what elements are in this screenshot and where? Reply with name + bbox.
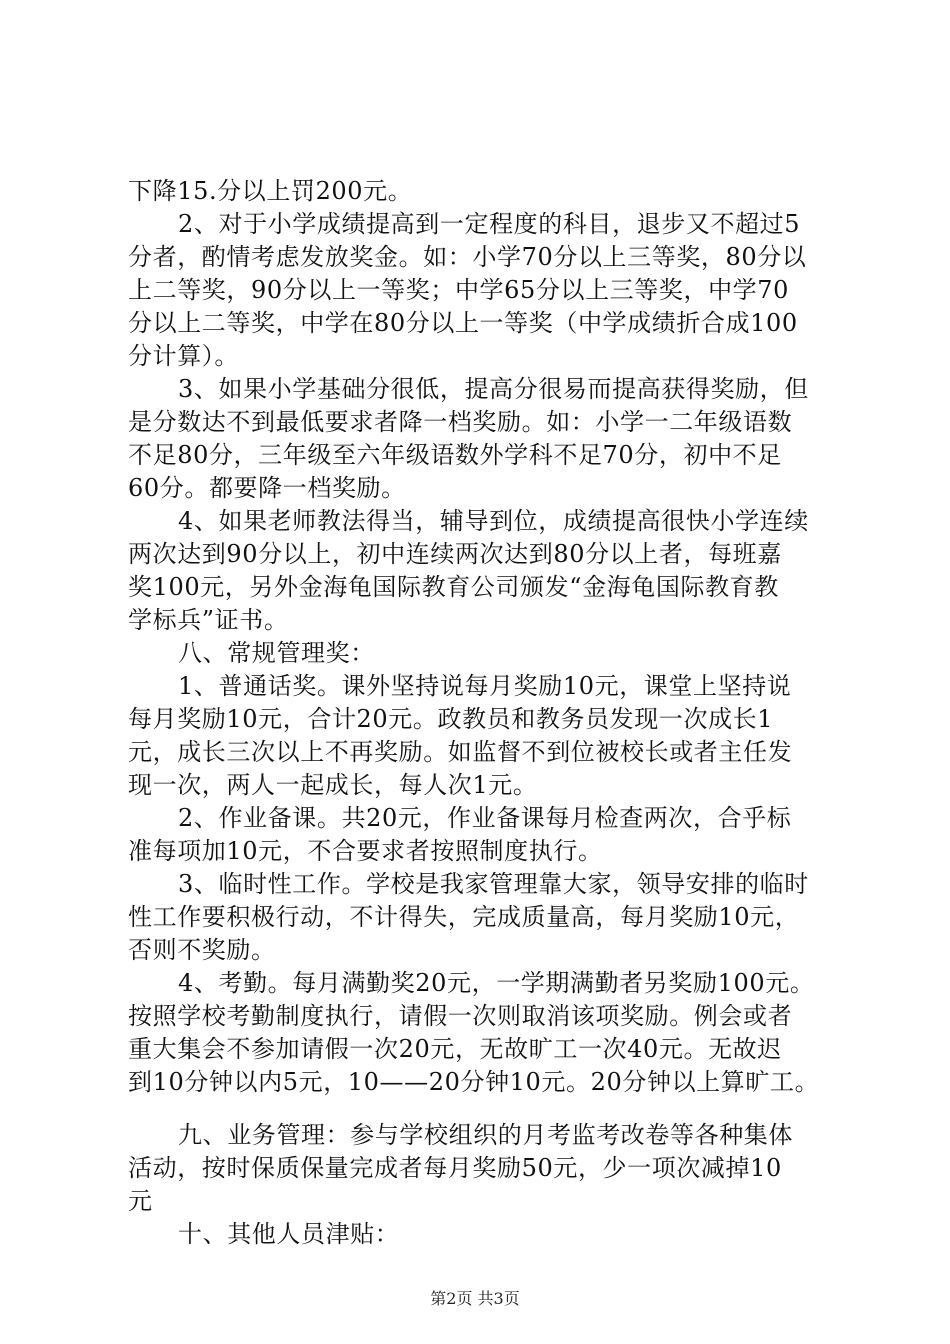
- text-line: 分以上二等奖，中学在80分以上一等奖（中学成绩折合成100: [128, 309, 798, 337]
- text-line: 性工作要积极行动，不计得失，完成质量高，每月奖励10元，: [128, 903, 800, 931]
- text-line: 4、考勤。每月满勤奖20元，一学期满勤者另奖励100元。: [178, 969, 815, 997]
- text-line: 4、如果老师教法得当，辅导到位，成绩提高很快小学连续: [178, 507, 809, 535]
- text-line: 2、作业备课。共20元，作业备课每月检查两次，合乎标: [178, 804, 792, 832]
- text-line: 每月奖励10元，合计20元。政教员和教务员发现一次成长1: [128, 705, 774, 733]
- text-line: 到10分钟以内5元，10——20分钟10元。20分钟以上算旷工。: [128, 1068, 820, 1096]
- text-line: 2、对于小学成绩提高到一定程度的科目，退步又不超过5: [178, 210, 801, 238]
- text-line: 60分。都要降一档奖励。: [128, 474, 406, 502]
- text-line: 分计算）。: [128, 342, 239, 370]
- page-number-footer: 第2页 共3页: [430, 1289, 520, 1308]
- text-line: 不足80分，三年级至六年级语数外学科不足70分，初中不足: [128, 441, 782, 469]
- section-heading: 九、业务管理：参与学校组织的月考监考改卷等各种集体: [178, 1121, 793, 1149]
- text-line: 元: [128, 1187, 153, 1215]
- text-line: 按照学校考勤制度执行，请假一次则取消该项奖励。例会或者: [128, 1002, 793, 1030]
- text-line: 学标兵”证书。: [128, 606, 289, 634]
- text-line: 3、临时性工作。学校是我家管理靠大家，领导安排的临时: [178, 870, 809, 898]
- text-line: 1、普通话奖。课外坚持说每月奖励10元，课堂上坚持说: [178, 672, 792, 700]
- section-heading: 十、其他人员津贴：: [178, 1220, 400, 1248]
- text-line: 下降15.分以上罚200元。: [128, 177, 413, 205]
- text-line: 分者，酌情考虑发放奖金。如：小学70分以上三等奖，80分以: [128, 243, 807, 271]
- text-line: 准每项加10元，不合要求者按照制度执行。: [128, 837, 603, 865]
- text-line: 现一次，两人一起成长，每人次1元。: [128, 771, 538, 799]
- text-line: 上二等奖，90分以上一等奖；中学65分以上三等奖，中学70: [128, 276, 790, 304]
- text-line: 否则不奖励。: [128, 936, 276, 964]
- text-line: 两次达到90分以上，初中连续两次达到80分以上者，每班嘉: [128, 540, 782, 568]
- text-line: 重大集会不参加请假一次20元，无故旷工一次40元。无故迟: [128, 1035, 782, 1063]
- text-line: 奖100元，另外金海龟国际教育公司颁发“金海龟国际教育教: [128, 573, 779, 601]
- text-line: 活动，按时保质保量完成者每月奖励50元，少一项次减掉10: [128, 1154, 782, 1182]
- text-line: 是分数达不到最低要求者降一档奖励。如：小学一二年级语数: [128, 408, 793, 436]
- section-heading: 八、常规管理奖：: [178, 639, 375, 667]
- text-line: 元，成长三次以上不再奖励。如监督不到位被校长或者主任发: [128, 738, 793, 766]
- text-line: 3、如果小学基础分很低，提高分很易而提高获得奖励，但: [178, 375, 809, 403]
